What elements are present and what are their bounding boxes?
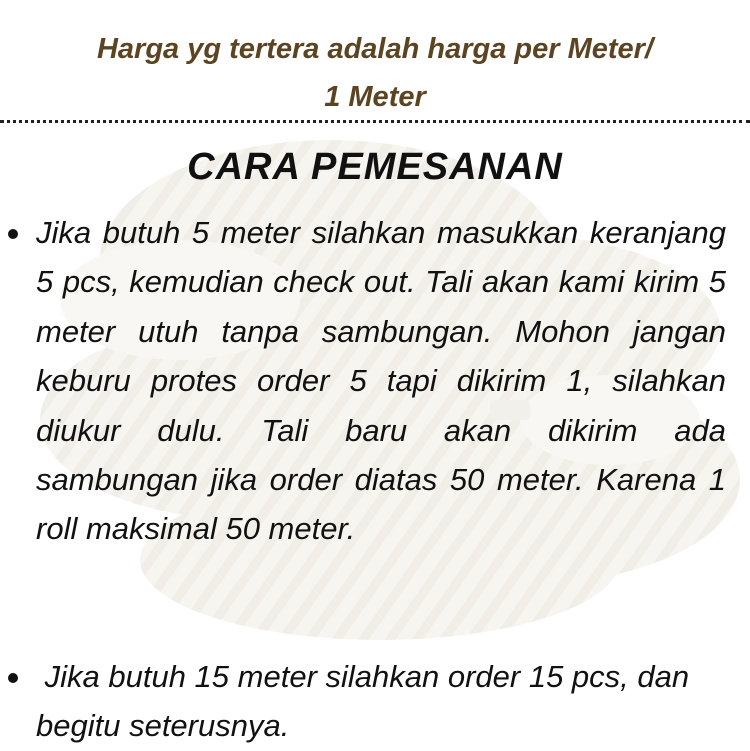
- price-notice-line-2: 1 Meter: [324, 81, 426, 113]
- price-notice: [0, 25, 750, 121]
- order-steps-heading: CARA PEMESANAN: [187, 146, 563, 188]
- dotted-divider: [0, 120, 750, 123]
- price-notice-line-1: Harga yg tertera adalah harga per Meter/: [96, 33, 654, 65]
- instruction-text: Jika butuh 15 meter silahkan order 15 pcs, dan begitu seterusnya.: [36, 659, 698, 744]
- bullet-dot-icon: [8, 229, 18, 239]
- bullet-dot-icon: [8, 673, 18, 683]
- list-item: [36, 652, 726, 751]
- instruction-text: Jika butuh 5 meter silahkan masukkan keranjang 5 pcs, kemudian check out. Tali akan kami kirim 5 meter utuh tanpa sambungan. Mohon jangan keburu protes order 5 tapi dikirim 1, silahkan diukur dulu. Tali baru akan dikirim ada sambungan jika order diatas 50 meter. Karena 1 roll maksimal 50 meter.: [36, 215, 726, 547]
- list-item: [36, 208, 726, 554]
